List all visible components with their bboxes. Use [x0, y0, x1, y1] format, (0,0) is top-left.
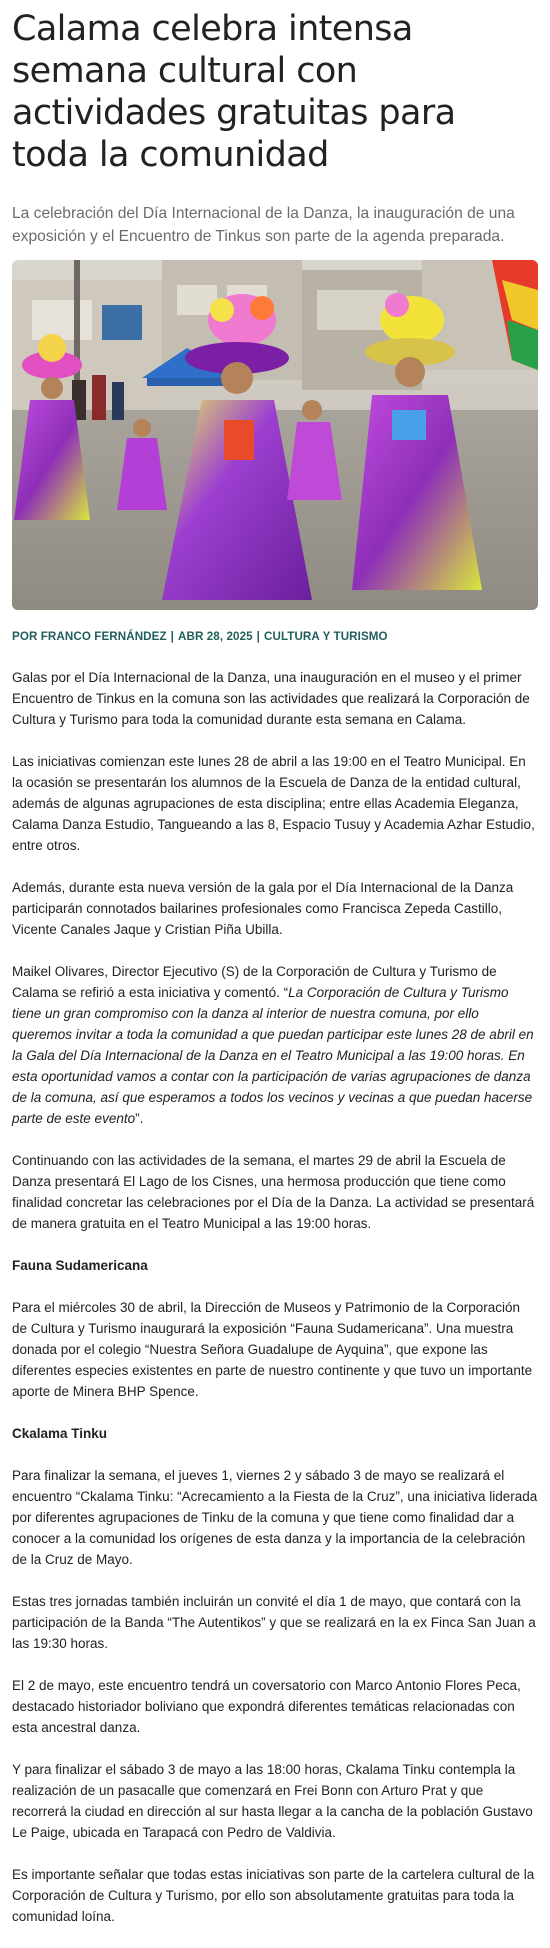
quote-outro: ”. — [135, 1111, 144, 1126]
article-subtitle: La celebración del Día Internacional de la Danza, la inauguración de una exposición y el Encuentro de Tinkus son parte de la agenda preparada. — [12, 205, 515, 245]
paragraph: Continuando con las actividades de la semana, el martes 29 de abril la Escuela de Danza presentará El Lago de los Cisnes, una hermosa producción que tiene como finalidad concretar las celebraciones por el Día de la Danza. La actividad se presentará de manera gratuita en el Teatro Municipal a las 19:00 horas. — [12, 1153, 535, 1231]
article-body — [12, 667, 538, 1927]
section-heading-fauna: Fauna Sudamericana — [12, 1258, 148, 1273]
paragraph: Galas por el Día Internacional de la Danza, una inauguración en el museo y el primer Encuentro de Tinkus en la comuna son las actividades que realizará la Corporación de Cultura y Turismo para toda la comunidad durante esta semana en Calama. — [12, 670, 530, 727]
paragraph: Además, durante esta nueva versión de la gala por el Día Internacional de la Danza participarán connotados bailarines profesionales como Francisca Zepeda Castillo, Vicente Canales Jaque y Cristian Piña Ubilla. — [12, 880, 514, 937]
byline-separator: | — [256, 630, 261, 643]
paragraph: Y para finalizar el sábado 3 de mayo a las 18:00 horas, Ckalama Tinku contempla la realización de un pasacalle que comenzará en Frei Bonn con Arturo Prat y que recorrerá la ciudad en dirección al sur hasta llegar a la cancha de la población Gustavo Le Paige, ubicada en Tarapacá con Pedro de Valdivia. — [12, 1762, 533, 1840]
quote-text: La Corporación de Cultura y Turismo tiene un gran compromiso con la danza al interior de nuestra comuna, por ello queremos invitar a toda la comunidad a que puedan participar este lunes 28 de abril en la Gala del Día Internacional de la Danza en el Teatro Municipal a las 19:00 horas. En esta oportunidad vamos a contar con la participación de varias agrupaciones de danza de la comuna, así que esperamos a todos los vecinos y vecinas a que puedan hacerse parte de este evento — [12, 985, 534, 1126]
byline-date: ABR 28, 2025 — [178, 630, 253, 643]
article-byline — [12, 630, 538, 643]
section-heading-tinku: Ckalama Tinku — [12, 1426, 108, 1441]
paragraph-quote — [12, 961, 538, 1129]
dancers-photo-icon — [12, 260, 538, 610]
byline-category[interactable]: CULTURA Y TURISMO — [264, 630, 388, 643]
paragraph: El 2 de mayo, este encuentro tendrá un coversatorio con Marco Antonio Flores Peca, destacado historiador boliviano que expondrá diferentes temáticas relacionadas con esta ancestral danza. — [12, 1678, 521, 1735]
hero-image — [12, 260, 538, 610]
quote-intro: Maikel Olivares, Director Ejecutivo (S) de la Corporación de Cultura y Turismo de Calama se refirió a esta iniciativa y comentó. “ — [12, 964, 497, 1000]
paragraph: Es importante señalar que todas estas iniciativas son parte de la cartelera cultural de la Corporación de Cultura y Turismo, por ello son absolutamente gratuitas para toda la comunidad loína. — [12, 1867, 535, 1924]
paragraph: Las iniciativas comienzan este lunes 28 de abril a las 19:00 en el Teatro Municipal. En la ocasión se presentarán los alumnos de la Escuela de Danza de la entidad cultural, además de algunas agrupaciones de esta disciplina; entre ellas Academia Eleganza, Calama Danza Estudio, Tangueando a las 8, Espacio Tusuy y Academia Azhar Estudio, entre otros. — [12, 754, 535, 853]
paragraph: Para el miércoles 30 de abril, la Dirección de Museos y Patrimonio de la Corporación de Cultura y Turismo inaugurará la exposición “Fauna Sudamericana”. Una muestra donada por el colegio “Nuestra Señora Guadalupe de Ayquina”, que expone las diferentes especies existentes en parte de nuestro continente y que tuvo un importante aporte de Minera BHP Spence. — [12, 1300, 533, 1399]
byline-separator: | — [170, 630, 174, 643]
paragraph: Estas tres jornadas también incluirán un convité el día 1 de mayo, que contará con la participación de la Banda “The Autentikos” y que se realizará en la ex Finca San Juan a las 19:30 horas. — [12, 1594, 536, 1651]
byline-author[interactable]: POR FRANCO FERNÁNDEZ — [12, 630, 167, 643]
paragraph: Para finalizar la semana, el jueves 1, viernes 2 y sábado 3 de mayo se realizará el encuentro “Ckalama Tinku: “Acrecamiento a la Fiesta de la Cruz”, una iniciativa liderada por diferentes agrupaciones de Tinku de la comuna y que tiene como finalidad dar a conocer a la comunidad los orígenes de esta danza y la importancia de la celebración de la Cruz de Mayo. — [12, 1468, 538, 1567]
article-title: Calama celebra intensa semana cultural con actividades gratuitas para toda la comunidad — [12, 9, 456, 175]
